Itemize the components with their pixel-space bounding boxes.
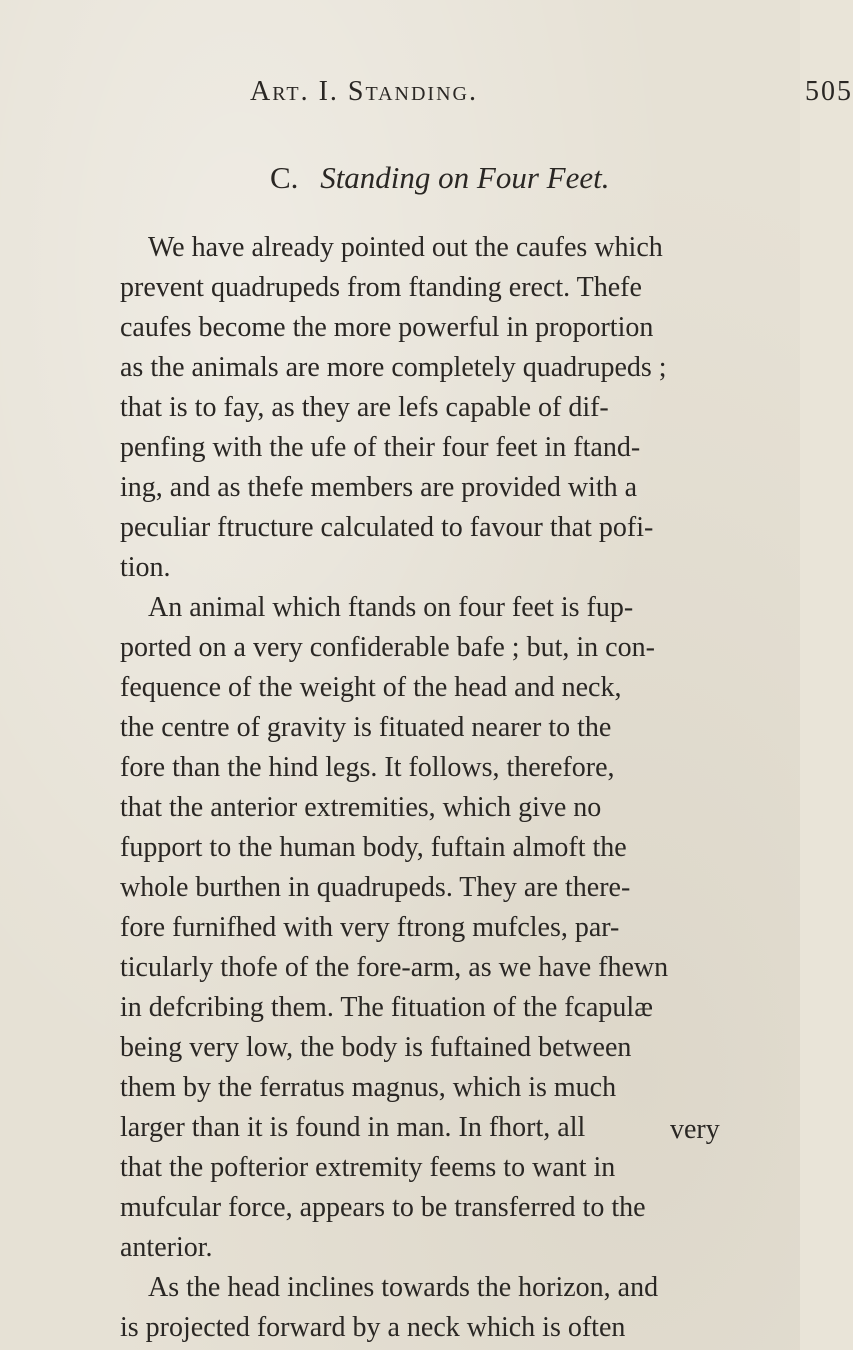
text-line: caufes become the more powerful in proportion [120, 312, 654, 343]
text-line: tion. [120, 552, 171, 583]
text-line: them by the ferratus magnus, which is much [120, 1072, 617, 1103]
text-line: that is to fay, as they are lefs capable of dif- [120, 392, 609, 423]
text-line: prevent quadrupeds from ftanding erect. Thefe [120, 272, 642, 303]
text-line: the centre of gravity is fituated nearer to the [120, 712, 612, 743]
section-letter: C. [270, 160, 299, 195]
text-line: As the head inclines towards the horizon, and [148, 1272, 659, 1303]
running-head-title: Art. I. Standing. [250, 76, 478, 107]
text-line: mufcular force, appears to be transferred to the [120, 1192, 646, 1223]
text-line: ported on a very confiderable bafe ; but, in con- [120, 632, 655, 663]
text-line: is projected forward by a neck which is often [120, 1312, 626, 1343]
text-line: ticularly thofe of the fore-arm, as we have fhewn [120, 952, 669, 983]
text-line: as the animals are more completely quadrupeds ; [120, 352, 667, 383]
text-line: that the pofterior extremity feems to want in [120, 1152, 616, 1183]
text-line: anterior. [120, 1232, 213, 1263]
text-line: larger than it is found in man. In fhort, all [120, 1112, 586, 1143]
text-line: being very low, the body is fuftained between [120, 1032, 632, 1063]
text-line: fore than the hind legs. It follows, therefore, [120, 752, 615, 783]
text-line: ing, and as thefe members are provided with a [120, 472, 638, 503]
text-line: fequence of the weight of the head and neck, [120, 672, 622, 703]
section-title: Standing on Four Feet. [320, 160, 610, 195]
section-heading [270, 160, 609, 196]
text-line: penfing with the ufe of their four feet in ftand- [120, 432, 641, 463]
text-line: peculiar ftructure calculated to favour that pofi- [120, 512, 654, 543]
text-line: in defcribing them. The fituation of the fcapulæ [120, 992, 653, 1023]
text-line: An animal which ftands on four feet is fup- [148, 592, 634, 623]
catchword: very [670, 1114, 720, 1145]
text-line: We have already pointed out the caufes which [148, 232, 663, 263]
text-line: whole burthen in quadrupeds. They are there- [120, 872, 631, 903]
text-line: that the anterior extremities, which give no [120, 792, 602, 823]
text-line: fupport to the human body, fuftain almoft the [120, 832, 627, 863]
text-line: fore furnifhed with very ftrong mufcles, par- [120, 912, 620, 943]
running-head [250, 76, 853, 116]
page-number: 505 [805, 76, 853, 107]
